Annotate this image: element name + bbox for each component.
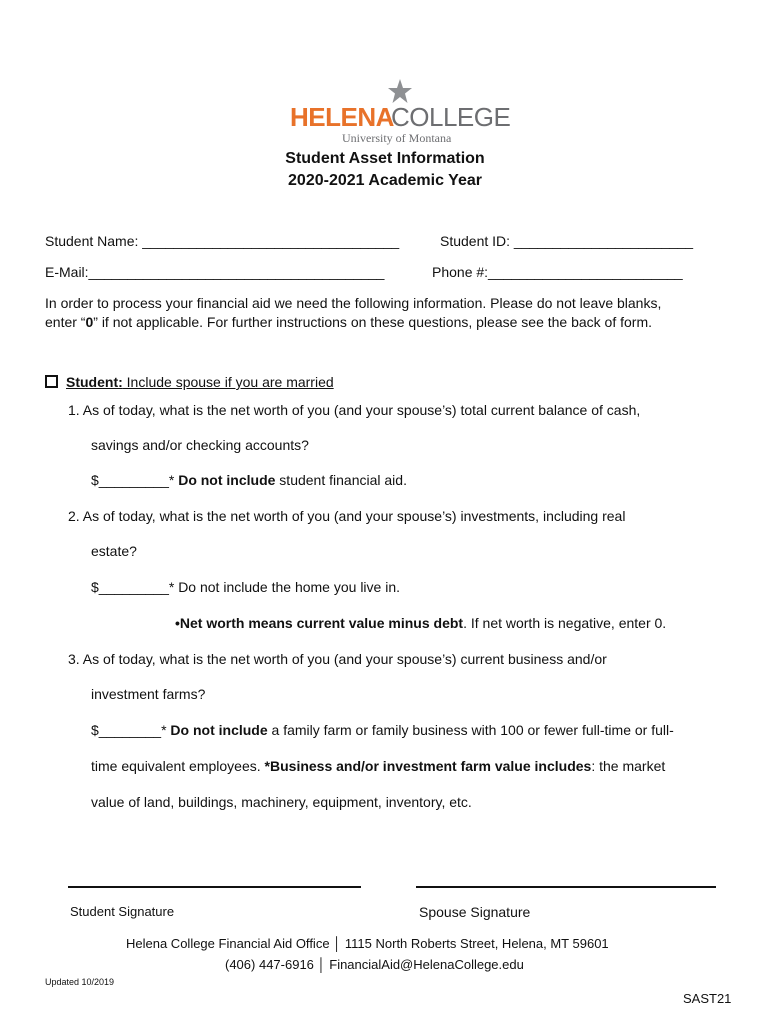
question-1-line-1: 1. As of today, what is the net worth of you (and your spouse’s) total current balance of cash,: [68, 402, 641, 418]
logo-college-text: COLLEGE: [391, 102, 511, 132]
section-label: [66, 374, 334, 390]
updated-date: Updated 10/2019: [45, 977, 115, 987]
footer-contact: (406) 447-6916 │ FinancialAid@HelenaCollege.edu: [225, 957, 524, 972]
question-3-line-1: 3. As of today, what is the net worth of you (and your spouse’s) current business and/or: [68, 651, 607, 667]
intro-line-1: In order to process your financial aid we need the following information. Please do not leave blanks,: [45, 295, 662, 311]
student-signature-line[interactable]: [68, 886, 361, 888]
page-subtitle: 2020-2021 Academic Year: [288, 172, 482, 189]
net-worth-note: [175, 615, 666, 631]
email-field[interactable]: E-Mail:______________________________________: [45, 264, 385, 280]
q1-rest: student financial aid.: [275, 472, 407, 488]
question-2-answer[interactable]: $_________* Do not include the home you live in.: [91, 579, 400, 595]
question-2-line-2: estate?: [91, 543, 137, 559]
logo-subtitle: University of Montana: [342, 131, 452, 145]
net-worth-note-bold: •Net worth means current value minus debt: [175, 615, 464, 631]
question-3-line-2: investment farms?: [91, 686, 206, 702]
question-3-line-4: [91, 758, 665, 774]
q3-bold: Do not include: [170, 722, 268, 738]
checkbox-icon[interactable]: [45, 375, 58, 388]
page-title: Student Asset Information: [285, 150, 485, 167]
q3-blank[interactable]: $________*: [91, 722, 171, 738]
q3-line4-rest: : the market: [591, 758, 666, 774]
question-1-line-2: savings and/or checking accounts?: [91, 437, 309, 453]
intro-text-a: enter “: [45, 314, 86, 330]
question-2-line-1: 2. As of today, what is the net worth of you (and your spouse’s) investments, including real: [68, 508, 626, 524]
q3-rest: a family farm or family business with 100 or fewer full-time or full-: [267, 722, 674, 738]
net-worth-note-rest: . If net worth is negative, enter 0.: [463, 615, 667, 631]
question-3-answer[interactable]: [91, 722, 674, 738]
star-icon: [387, 78, 413, 104]
q1-blank[interactable]: $_________*: [91, 472, 179, 488]
intro-text-c: ” if not applicable. For further instructions on these questions, please see the back of form.: [93, 314, 653, 330]
spouse-signature-line[interactable]: [416, 886, 716, 888]
student-signature-label: Student Signature: [70, 904, 175, 919]
phone-field[interactable]: Phone #:_________________________: [432, 264, 683, 280]
student-id-field[interactable]: Student ID: _______________________: [440, 233, 694, 249]
question-1-answer[interactable]: [91, 472, 407, 488]
form-code: SAST21: [683, 991, 732, 1006]
spouse-signature-label: Spouse Signature: [419, 904, 531, 920]
intro-zero: 0: [85, 314, 94, 330]
section-label-rest: Include spouse if you are married: [122, 374, 334, 390]
footer-office: Helena College Financial Aid Office │ 1115 North Roberts Street, Helena, MT 59601: [126, 936, 609, 951]
q3-line4-bold: *Business and/or investment farm value includes: [264, 758, 592, 774]
student-name-field[interactable]: Student Name: _________________________________: [45, 233, 400, 249]
logo-helena-text: HELENA: [290, 102, 394, 132]
intro-line-2: [45, 313, 652, 332]
helena-college-logo: [290, 78, 511, 146]
q1-bold: Do not include: [178, 472, 276, 488]
q3-line4-a: time equivalent employees.: [91, 758, 265, 774]
section-label-bold: Student:: [66, 374, 123, 390]
question-3-line-5: value of land, buildings, machinery, equipment, inventory, etc.: [91, 794, 472, 810]
